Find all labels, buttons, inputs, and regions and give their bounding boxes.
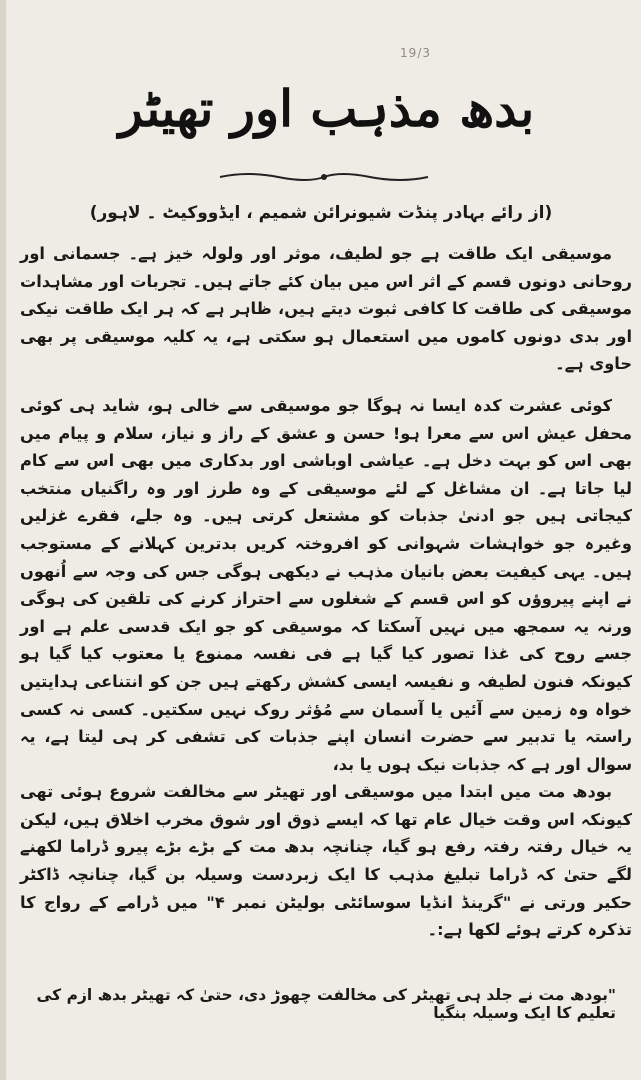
page-corner-mark: 19/3 [400,46,431,60]
author-byline: (از رائے بہادر پنڈت شیونرائن شمیم ، ایڈووکیٹ ۔ لاہور) [89,203,553,223]
paragraph-2: کوئی عشرت کدہ ایسا نہ ہوگا جو موسیقی سے خالی ہو، شاید ہی کوئی محفل عیش اس سے معرا ہو! حسن و عشق کے راز و نیاز، سلام و پیام میں بھی اس کو بہت دخل ہے۔ عیاشی اوباشی اور بدکاری میں بھی اس سے کام لیا جاتا ہے۔ ان مشاغل کے لئے موسیقی کے وہ طرز اور وہ راگنیاں منتخب کیجاتی ہیں جو ادنیٰ جذبات کو مشتعل کرتی ہیں۔ وہ جلے، فقرے غزلیں وغیرہ جو خواہشات شہوانی کو افروختہ کریں بدترین کہلانے کے مستوجب ہیں۔ یہی کیفیت بعض بانیان مذہب نے دیکھی ہوگی جس کی وجہ سے اُنھوں نے اپنے پیروؤں کو اس قسم کے شغلوں سے احتراز کرنے کی تلقین کی ہوگی ورنہ یہ سمجھ میں نہیں آسکتا کہ موسیقی کو جو ایک قدسی علم ہے اور جسے روح کی غذا تصور کیا گیا ہے فی نفسہ ممنوع یا معتوب کیا گیا ہو کیونکہ فنون لطیفہ و نفیسہ ایسی کشش رکھتے ہیں جن کو انتناعی ہدایتیں خواہ وہ زمین سے آئیں یا آسمان سے مُؤثر روک نہیں سکتیں۔ کسی نہ کسی راستہ یا تدبیر سے حضرت انسان اپنے جذبات کی تشفی کر ہی لیتا ہے، یہ سوال اور ہے کہ جذبات نیک ہوں یا بد، [20,395,632,774]
quoted-passage: "بودھ مت نے جلد ہی تھیٹر کی مخالفت چھوڑ دی، حتیٰ کہ تھیٹر بدھ ازم کی تعلیم کا ایک وسیلہ بنگیا [36,986,616,1022]
paragraph-3: بودھ مت میں ابتدا میں موسیقی اور تھیٹر سے مخالفت شروع ہوئی تھی کیونکہ اس وقت خیال عام تھا کہ ایسے ذوق اور شوق مخرب اخلاق ہیں، لیکن یہ خیال رفتہ رفتہ رفع ہو گیا، چنانچہ بدھ مت کے بڑے بڑے پیرو ڈراما لکھنے لگے حتیٰ کہ ڈراما تبلیغ مذہب کا ایک زبردست وسیلہ بن گیا، چنانچہ ڈاکٹر حکیر ورتی نے "گرینڈ انڈیا سوسائٹی بولیٹن نمبر ۴" میں ڈرامے کے رواج کا تذکرہ کرتے ہوئے لکھا ہے:۔ [20,782,632,940]
title-flourish-divider [218,170,430,184]
article-body [20,240,632,944]
article-title: بدھ مذہب اور تھیٹر [118,79,535,138]
paragraph-1: موسیقی ایک طاقت ہے جو لطیف، موثر اور ولولہ خیز ہے۔ جسمانی اور روحانی دونوں قسم کے اثر اس میں بیان کئے جاتے ہیں۔ تجربات اور مشاہدات موسیقی کی طاقت کا کافی ثبوت دیتے ہیں، ظاہر ہے کہ ہر ایک طاقت نیکی اور بدی دونوں کاموں میں استعمال ہو سکتی ہے، یہ کلیہ موسیقی پر بھی حاوی ہے۔ [20,244,632,374]
